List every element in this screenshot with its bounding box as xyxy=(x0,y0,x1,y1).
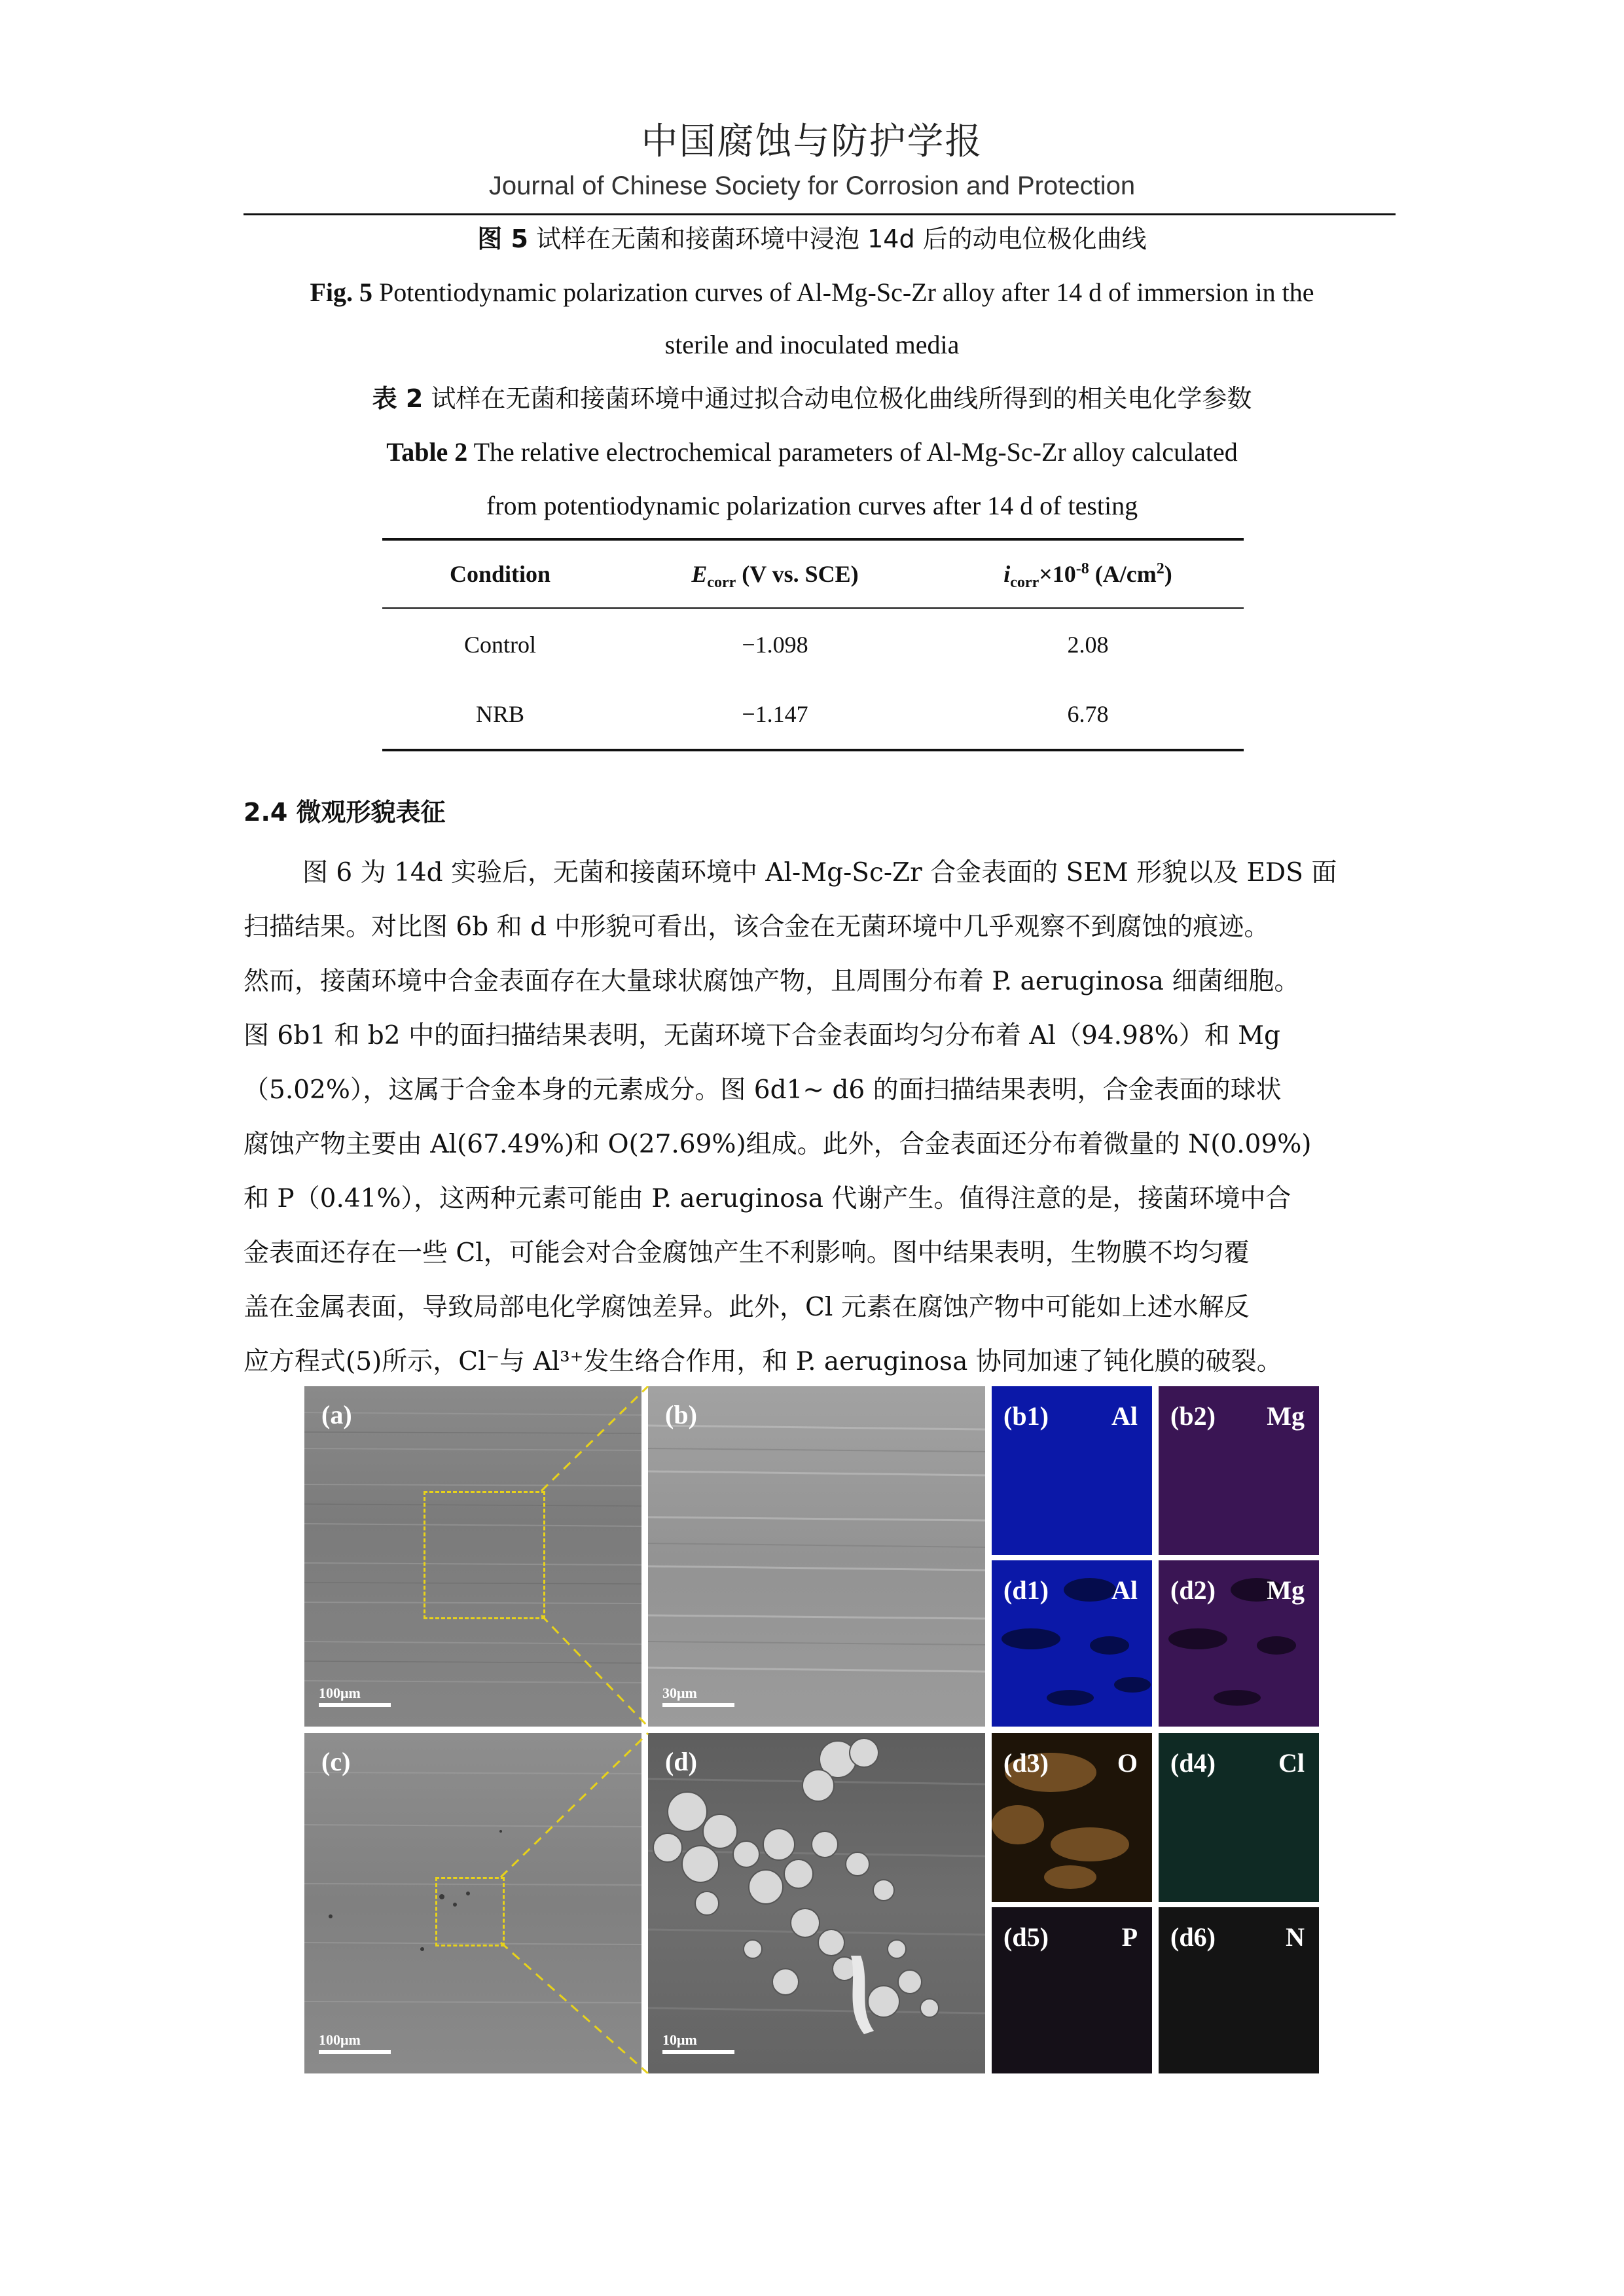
eds-map-d5 xyxy=(992,1907,1152,2073)
panel-label-d1: (d1) xyxy=(1003,1575,1049,1605)
icorr-unit-close: ) xyxy=(1164,561,1172,587)
ecorr-unit: (V vs. SCE) xyxy=(736,561,859,587)
paragraph-line: 图 6 为 14d 实验后，无菌和接菌环境中 Al-Mg-Sc-Zr 合金表面的 SEM 形貌以及 EDS 面 xyxy=(302,858,1337,888)
scale-label-b: 30μm xyxy=(662,1685,697,1701)
journal-title-en: Journal of Chinese Society for Corrosion and Protection xyxy=(488,171,1136,200)
fig5-caption-en-line2: sterile and inoculated media xyxy=(664,330,960,359)
sem-texture-d xyxy=(648,1733,985,2073)
ecorr-subscript: corr xyxy=(707,574,736,592)
fig5-label-en: Fig. 5 xyxy=(310,278,372,307)
fig5-caption-en xyxy=(196,276,1428,309)
journal-title-cn: 中国腐蚀与防护学报 xyxy=(641,120,983,163)
panel-label-d5: (d5) xyxy=(1003,1922,1049,1952)
panel-label-a: (a) xyxy=(321,1400,352,1429)
paragraph-line: （5.02%），这属于合金本身的元素成分。图 6d1~ d6 的面扫描结果表明，合金表面的球状 xyxy=(244,1075,1282,1105)
panel-label-b1: (b1) xyxy=(1003,1401,1049,1431)
table2-caption-en-line2: from potentiodynamic polarization curves after 14 d of testing xyxy=(486,491,1138,520)
sem-panel-c xyxy=(304,1733,641,2073)
element-label-d2: Mg xyxy=(1267,1575,1305,1605)
panel-label-b: (b) xyxy=(665,1400,697,1429)
paragraph-line: 应方程式(5)所示，Cl⁻与 Al³⁺发生络合作用，和 P. aeruginosa 协同加速了钝化膜的破裂。 xyxy=(244,1347,1282,1376)
section-heading: 2.4 微观形貌表征 xyxy=(244,798,446,827)
fig5-text-cn: 试样在无菌和接菌环境中浸泡 14d 后的动电位极化曲线 xyxy=(528,224,1147,253)
roi-box-c xyxy=(435,1877,505,1946)
table-header-ecorr xyxy=(618,560,932,592)
element-label-b1: Al xyxy=(1111,1401,1138,1431)
icorr-unit: (A/cm xyxy=(1089,561,1157,587)
panel-label-b2: (b2) xyxy=(1170,1401,1216,1431)
icorr-symbol: i xyxy=(1003,561,1011,587)
table2-label-en: Table 2 xyxy=(386,437,468,467)
table-bottom-rule xyxy=(382,749,1244,751)
table-row-1-ecorr: −1.098 xyxy=(742,632,808,658)
table-row-2-condition: NRB xyxy=(475,701,525,727)
paragraph-line: 金表面还存在一些 Cl，可能会对合金腐蚀产生不利影响。图中结果表明，生物膜不均匀覆 xyxy=(244,1238,1250,1268)
panel-label-d3: (d3) xyxy=(1003,1748,1049,1778)
table-header-condition: Condition xyxy=(449,561,551,587)
scale-label-a: 100μm xyxy=(319,1685,361,1701)
table-row-1-icorr: 2.08 xyxy=(1067,632,1109,658)
element-label-d1: Al xyxy=(1111,1575,1138,1605)
scale-bar-b xyxy=(662,1703,734,1707)
element-label-d4: Cl xyxy=(1278,1748,1305,1778)
figure-6 xyxy=(304,1386,1319,2073)
roi-box-a xyxy=(424,1491,545,1619)
fig5-label-cn: 图 5 xyxy=(477,224,528,253)
eds-map-d1 xyxy=(992,1560,1152,1727)
paragraph-line: 盖在金属表面，导致局部电化学腐蚀差异。此外，Cl 元素在腐蚀产物中可能如上述水解反 xyxy=(244,1293,1250,1322)
table2-caption-en xyxy=(196,436,1428,469)
paragraph-line: 腐蚀产物主要由 Al(67.49%)和 O(27.69%)组成。此外，合金表面还分布着微量的 N(0.09%) xyxy=(244,1130,1312,1159)
table-row-1-condition: Control xyxy=(463,632,536,658)
scale-label-d: 10μm xyxy=(662,2032,697,2048)
fig5-caption-cn xyxy=(196,223,1428,255)
fig5-text-en-1: Potentiodynamic polarization curves of Al-Mg-Sc-Zr alloy after 14 d of immersion in the xyxy=(372,278,1314,307)
ecorr-symbol: E xyxy=(691,561,708,587)
section-paragraph xyxy=(244,846,1396,1389)
eds-map-d6 xyxy=(1159,1907,1319,2073)
eds-map-d2 xyxy=(1159,1560,1319,1727)
eds-map-d3 xyxy=(992,1733,1152,1902)
table2-text-cn: 试样在无菌和接菌环境中通过拟合动电位极化曲线所得到的相关电化学参数 xyxy=(423,384,1252,413)
eds-map-b1 xyxy=(992,1386,1152,1555)
scale-bar-d xyxy=(662,2050,734,2054)
table2-label-cn: 表 2 xyxy=(372,384,424,413)
table-top-rule xyxy=(382,538,1244,541)
paragraph-line: 然而，接菌环境中合金表面存在大量球状腐蚀产物，且周围分布着 P. aeruginosa 细菌细胞。 xyxy=(244,967,1300,996)
sem-texture-b xyxy=(648,1386,985,1727)
icorr-exponent: -8 xyxy=(1075,560,1089,577)
sem-panel-a xyxy=(304,1386,641,1727)
eds-map-b2 xyxy=(1159,1386,1319,1555)
eds-map-d4 xyxy=(1159,1733,1319,1902)
element-label-d5: P xyxy=(1121,1922,1138,1952)
paragraph-line: 和 P（0.41%），这两种元素可能由 P. aeruginosa 代谢产生。值得注意的是，接菌环境中合 xyxy=(244,1184,1291,1213)
table-header-rule xyxy=(382,607,1244,609)
paragraph-line: 图 6b1 和 b2 中的面扫描结果表明，无菌环境下合金表面均匀分布着 Al（94.98%）和 Mg xyxy=(244,1021,1280,1050)
icorr-multiplier: ×10 xyxy=(1039,561,1076,587)
element-label-b2: Mg xyxy=(1267,1401,1305,1431)
panel-label-d4: (d4) xyxy=(1170,1748,1216,1778)
table2-text-en-1: The relative electrochemical parameters of Al-Mg-Sc-Zr alloy calculated xyxy=(467,437,1238,467)
panel-label-d6: (d6) xyxy=(1170,1922,1216,1952)
paragraph-line: 扫描结果。对比图 6b 和 d 中形貌可看出，该合金在无菌环境中几乎观察不到腐蚀的痕迹。 xyxy=(244,912,1270,942)
table-header-icorr xyxy=(932,560,1244,592)
scale-label-c: 100μm xyxy=(319,2032,361,2048)
icorr-subscript: corr xyxy=(1010,574,1039,592)
icorr-unit-exponent: 2 xyxy=(1156,560,1164,577)
sem-panel-b xyxy=(648,1386,985,1727)
panel-label-d2: (d2) xyxy=(1170,1575,1216,1605)
header-rule xyxy=(244,213,1396,215)
sem-panel-d xyxy=(648,1733,985,2073)
table-row-2-ecorr: −1.147 xyxy=(742,701,808,727)
panel-label-c: (c) xyxy=(321,1747,351,1776)
element-label-d6: N xyxy=(1286,1922,1305,1952)
table-row-2-icorr: 6.78 xyxy=(1067,701,1109,727)
scale-bar-a xyxy=(319,1703,391,1707)
scale-bar-c xyxy=(319,2050,391,2054)
table2-caption-cn xyxy=(196,382,1428,415)
element-label-d3: O xyxy=(1117,1748,1138,1778)
panel-label-d: (d) xyxy=(665,1747,697,1776)
